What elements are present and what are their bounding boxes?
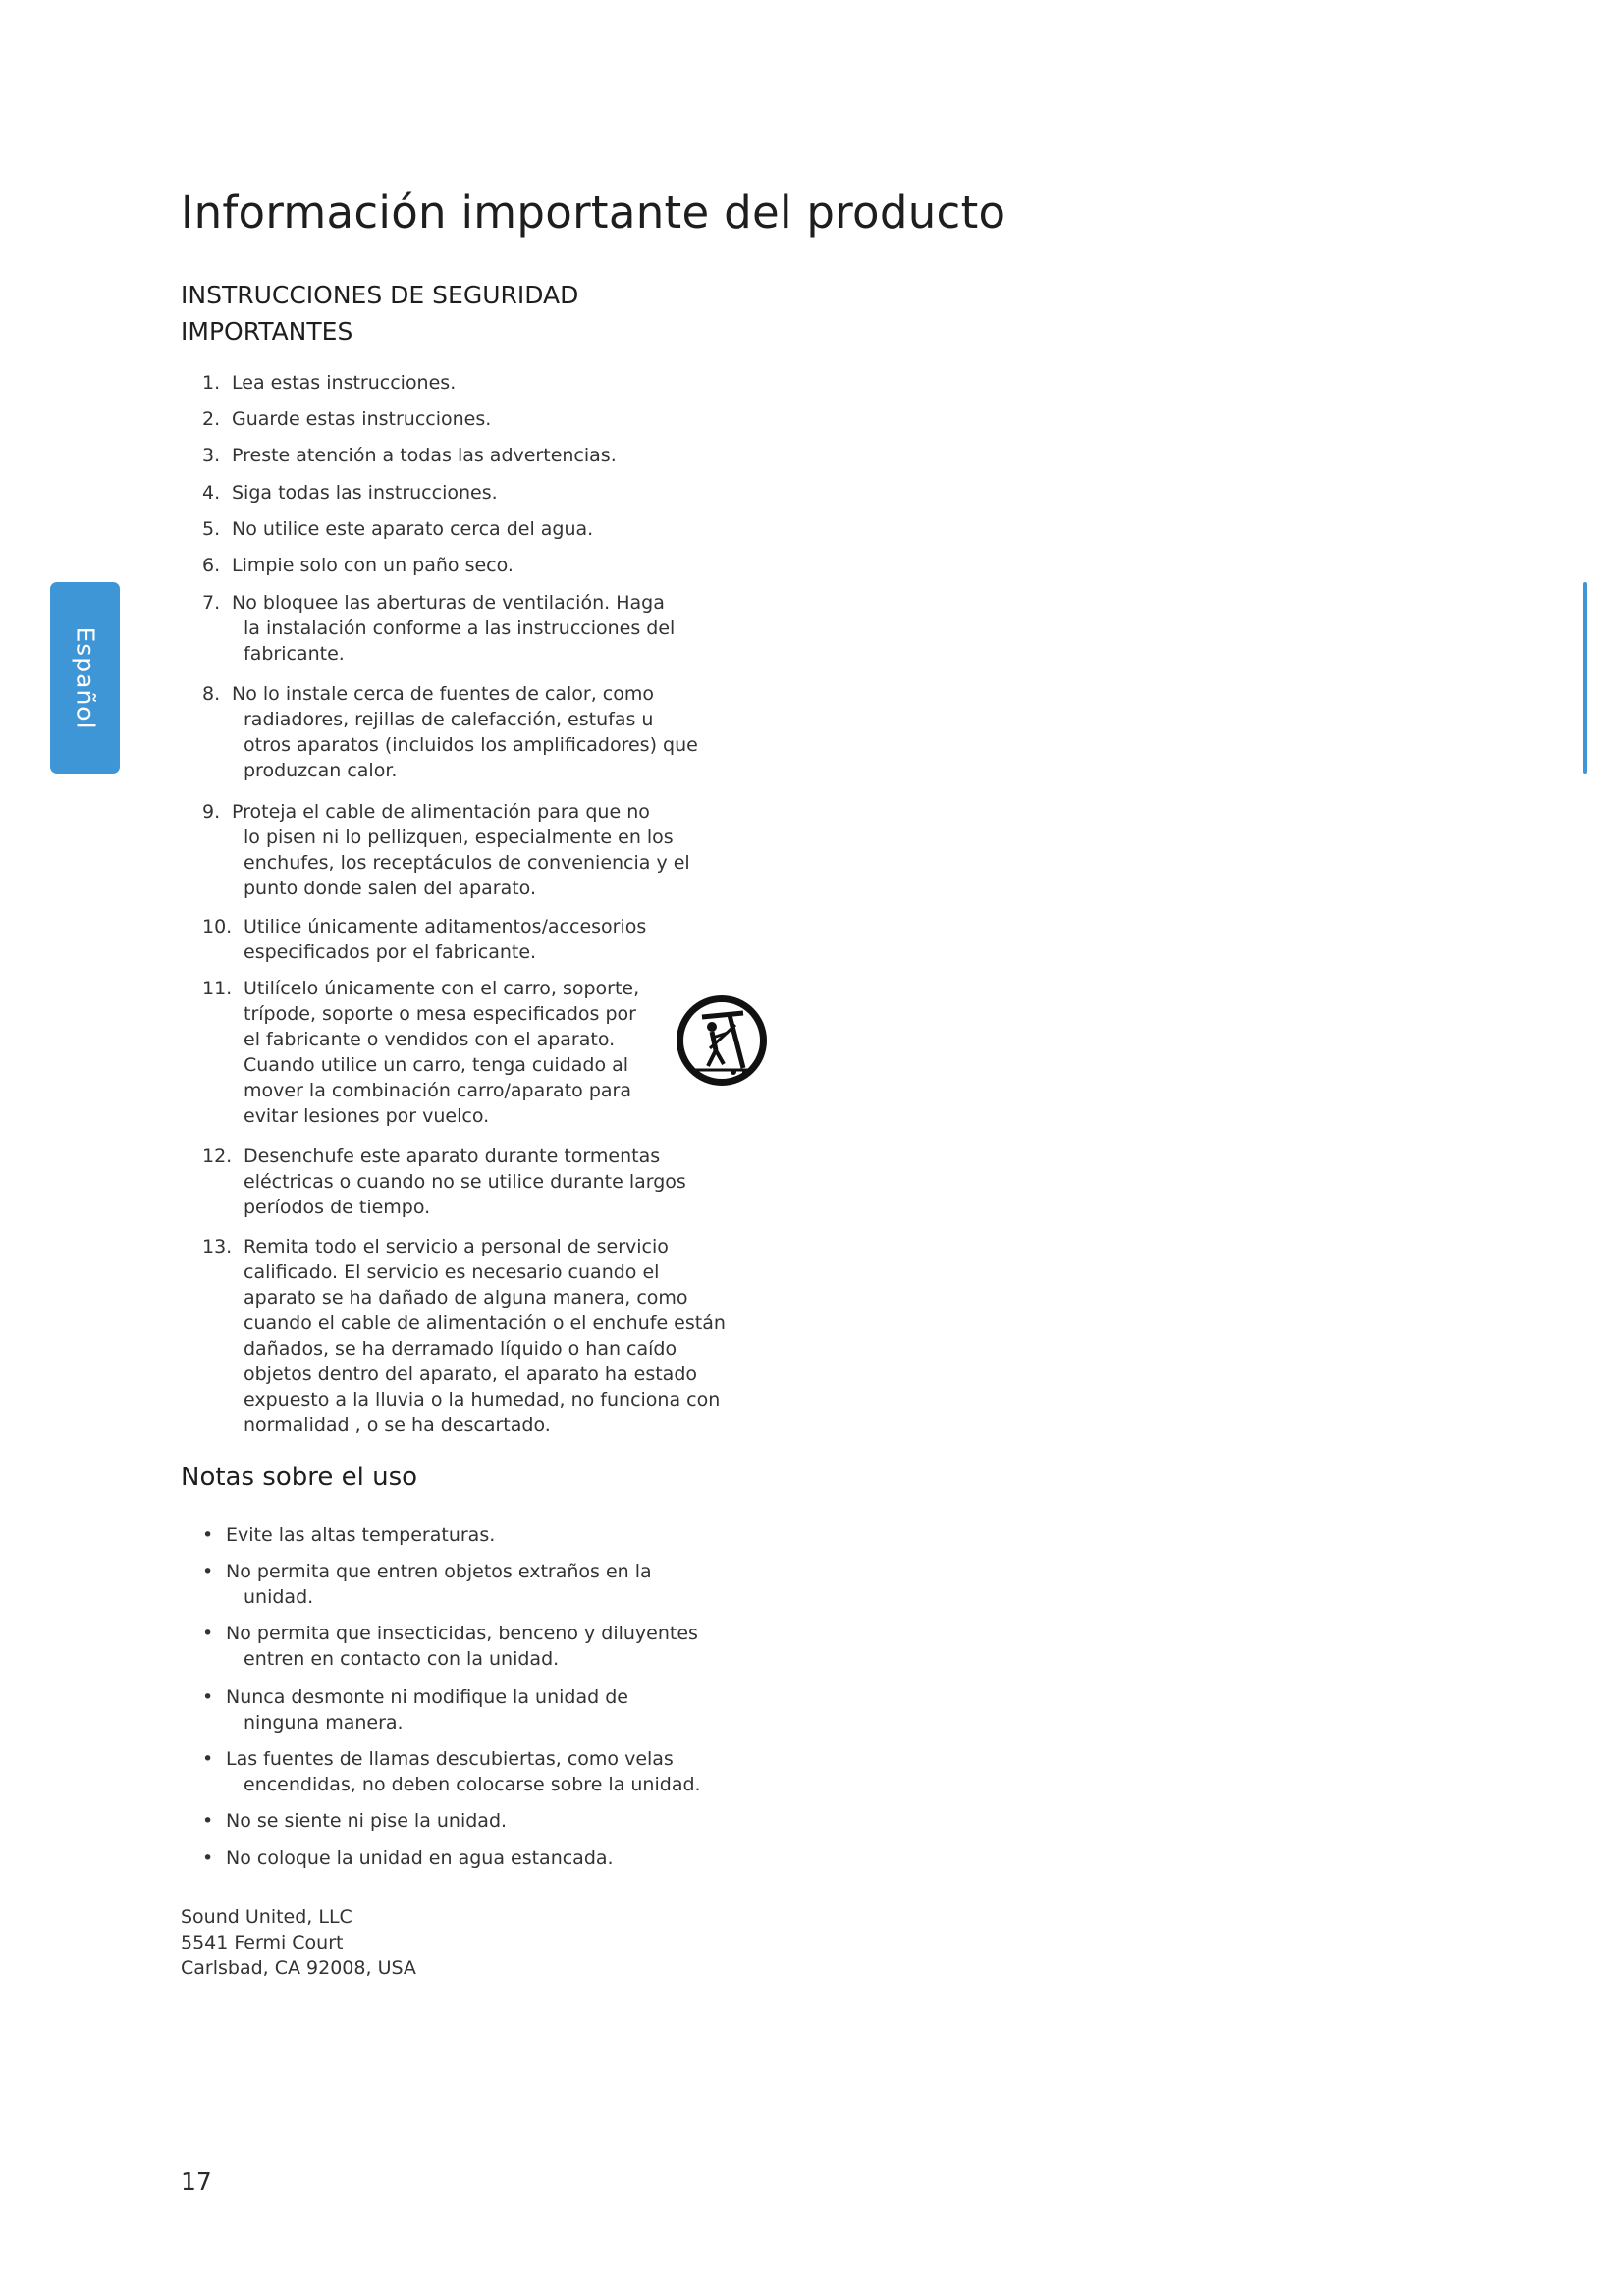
note-item-6 — [202, 1808, 752, 1834]
item-text: Guarde estas instrucciones. — [232, 408, 492, 430]
note-continuation: encendidas, no deben colocarse sobre la unidad. — [244, 1774, 701, 1795]
note-continuation: ninguna manera. — [244, 1712, 404, 1734]
note-text: No coloque la unidad en agua estancada. — [226, 1847, 614, 1869]
item-text: Remita todo el servicio a personal de servicio — [244, 1236, 669, 1257]
item-number: 5. — [202, 518, 221, 540]
item-continuation: trípode, soporte o mesa especificados por el fabricante o vendidos con el aparato. Cuando utilice un carro, tenga cuidado al mover la combinación carro/aparato para evitar lesiones por vuelco. — [244, 1003, 636, 1127]
item-text: No bloquee las aberturas de ventilación. Haga — [232, 592, 665, 614]
cart-tip-over-warning-icon — [673, 991, 771, 1090]
usage-notes-heading: Notas sobre el uso — [181, 1463, 418, 1492]
safety-item-7 — [202, 590, 752, 667]
item-text: No lo instale cerca de fuentes de calor, como — [232, 683, 655, 705]
safety-item-13 — [202, 1234, 752, 1438]
safety-item-8 — [202, 681, 752, 783]
note-item-2 — [202, 1559, 752, 1610]
safety-instructions-heading — [181, 277, 770, 349]
item-text: Proteja el cable de alimentación para que no — [232, 801, 650, 823]
note-item-5 — [202, 1746, 752, 1797]
item-text: No utilice este aparato cerca del agua. — [232, 518, 594, 540]
safety-item-9 — [202, 799, 752, 901]
note-text: No se siente ni pise la unidad. — [226, 1810, 508, 1832]
safety-item-12 — [202, 1144, 752, 1220]
note-text: No permita que entren objetos extraños en la — [226, 1561, 652, 1582]
safety-item-4 — [202, 480, 752, 506]
item-continuation: calificado. El servicio es necesario cuando el aparato se ha dañado de alguna manera, como cuando el cable de alimentación o el enchufe están dañados, se ha derramado líquido o han caído objetos dentro del aparato, el aparato ha estado expuesto a la lluvia o la humedad, no funciona con normalidad , o se ha descartado. — [244, 1261, 726, 1436]
item-continuation: radiadores, rejillas de calefacción, estufas u otros aparatos (incluidos los amplificadores) que produzcan calor. — [244, 709, 698, 781]
note-item-3 — [202, 1621, 752, 1672]
bullet-icon: • — [202, 1748, 214, 1770]
page-title: Información importante del producto — [181, 187, 1006, 239]
safety-item-6 — [202, 553, 752, 578]
safety-item-10 — [202, 914, 752, 965]
address-line-street: 5541 Fermi Court — [181, 1932, 344, 1953]
item-number: 11. — [202, 978, 233, 999]
safety-heading-text: INSTRUCCIONES DE SEGURIDAD IMPORTANTES — [181, 281, 579, 346]
item-text: Limpie solo con un paño seco. — [232, 555, 514, 576]
note-item-7 — [202, 1845, 752, 1871]
language-tab — [50, 582, 120, 774]
item-text: Lea estas instrucciones. — [232, 372, 457, 394]
safety-item-1 — [202, 370, 752, 396]
item-text: Utilice únicamente aditamentos/accesorios — [244, 916, 647, 937]
page-edge-marker — [1583, 582, 1587, 774]
safety-item-11 — [202, 976, 674, 1129]
item-number: 8. — [202, 683, 221, 705]
item-continuation: especificados por el fabricante. — [244, 941, 537, 963]
safety-item-5 — [202, 516, 752, 542]
bullet-icon: • — [202, 1561, 214, 1582]
note-continuation: unidad. — [244, 1586, 314, 1608]
item-number: 12. — [202, 1146, 233, 1167]
note-text: Nunca desmonte ni modifique la unidad de — [226, 1686, 628, 1708]
item-text: Desenchufe este aparato durante tormentas — [244, 1146, 661, 1167]
company-address — [181, 1904, 416, 1981]
note-text: Evite las altas temperaturas. — [226, 1524, 496, 1546]
item-text: Preste atención a todas las advertencias. — [232, 445, 617, 466]
note-text: No permita que insecticidas, benceno y diluyentes — [226, 1623, 698, 1644]
item-number: 1. — [202, 372, 221, 394]
bullet-icon: • — [202, 1623, 214, 1644]
bullet-icon: • — [202, 1847, 214, 1869]
language-tab-label: Español — [71, 625, 99, 730]
note-item-4 — [202, 1684, 752, 1735]
note-text: Las fuentes de llamas descubiertas, como velas — [226, 1748, 674, 1770]
bullet-icon: • — [202, 1524, 214, 1546]
item-number: 3. — [202, 445, 221, 466]
item-number: 7. — [202, 592, 221, 614]
item-text: Utilícelo únicamente con el carro, soporte, — [244, 978, 640, 999]
item-number: 2. — [202, 408, 221, 430]
bullet-icon: • — [202, 1686, 214, 1708]
item-number: 13. — [202, 1236, 233, 1257]
item-number: 9. — [202, 801, 221, 823]
note-item-1 — [202, 1522, 752, 1548]
address-line-city: Carlsbad, CA 92008, USA — [181, 1957, 416, 1979]
item-number: 6. — [202, 555, 221, 576]
page-number: 17 — [181, 2167, 212, 2196]
item-text: Siga todas las instrucciones. — [232, 482, 498, 504]
item-number: 10. — [202, 916, 233, 937]
safety-item-2 — [202, 406, 752, 432]
address-line-company: Sound United, LLC — [181, 1906, 352, 1928]
item-continuation: la instalación conforme a las instrucciones del fabricante. — [244, 617, 676, 665]
safety-item-3 — [202, 443, 752, 468]
item-number: 4. — [202, 482, 221, 504]
item-continuation: eléctricas o cuando no se utilice durante largos períodos de tiempo. — [244, 1171, 686, 1218]
item-continuation: lo pisen ni lo pellizquen, especialmente en los enchufes, los receptáculos de conveniencia y el punto donde salen del aparato. — [244, 827, 690, 899]
note-continuation: entren en contacto con la unidad. — [244, 1648, 560, 1670]
bullet-icon: • — [202, 1810, 214, 1832]
